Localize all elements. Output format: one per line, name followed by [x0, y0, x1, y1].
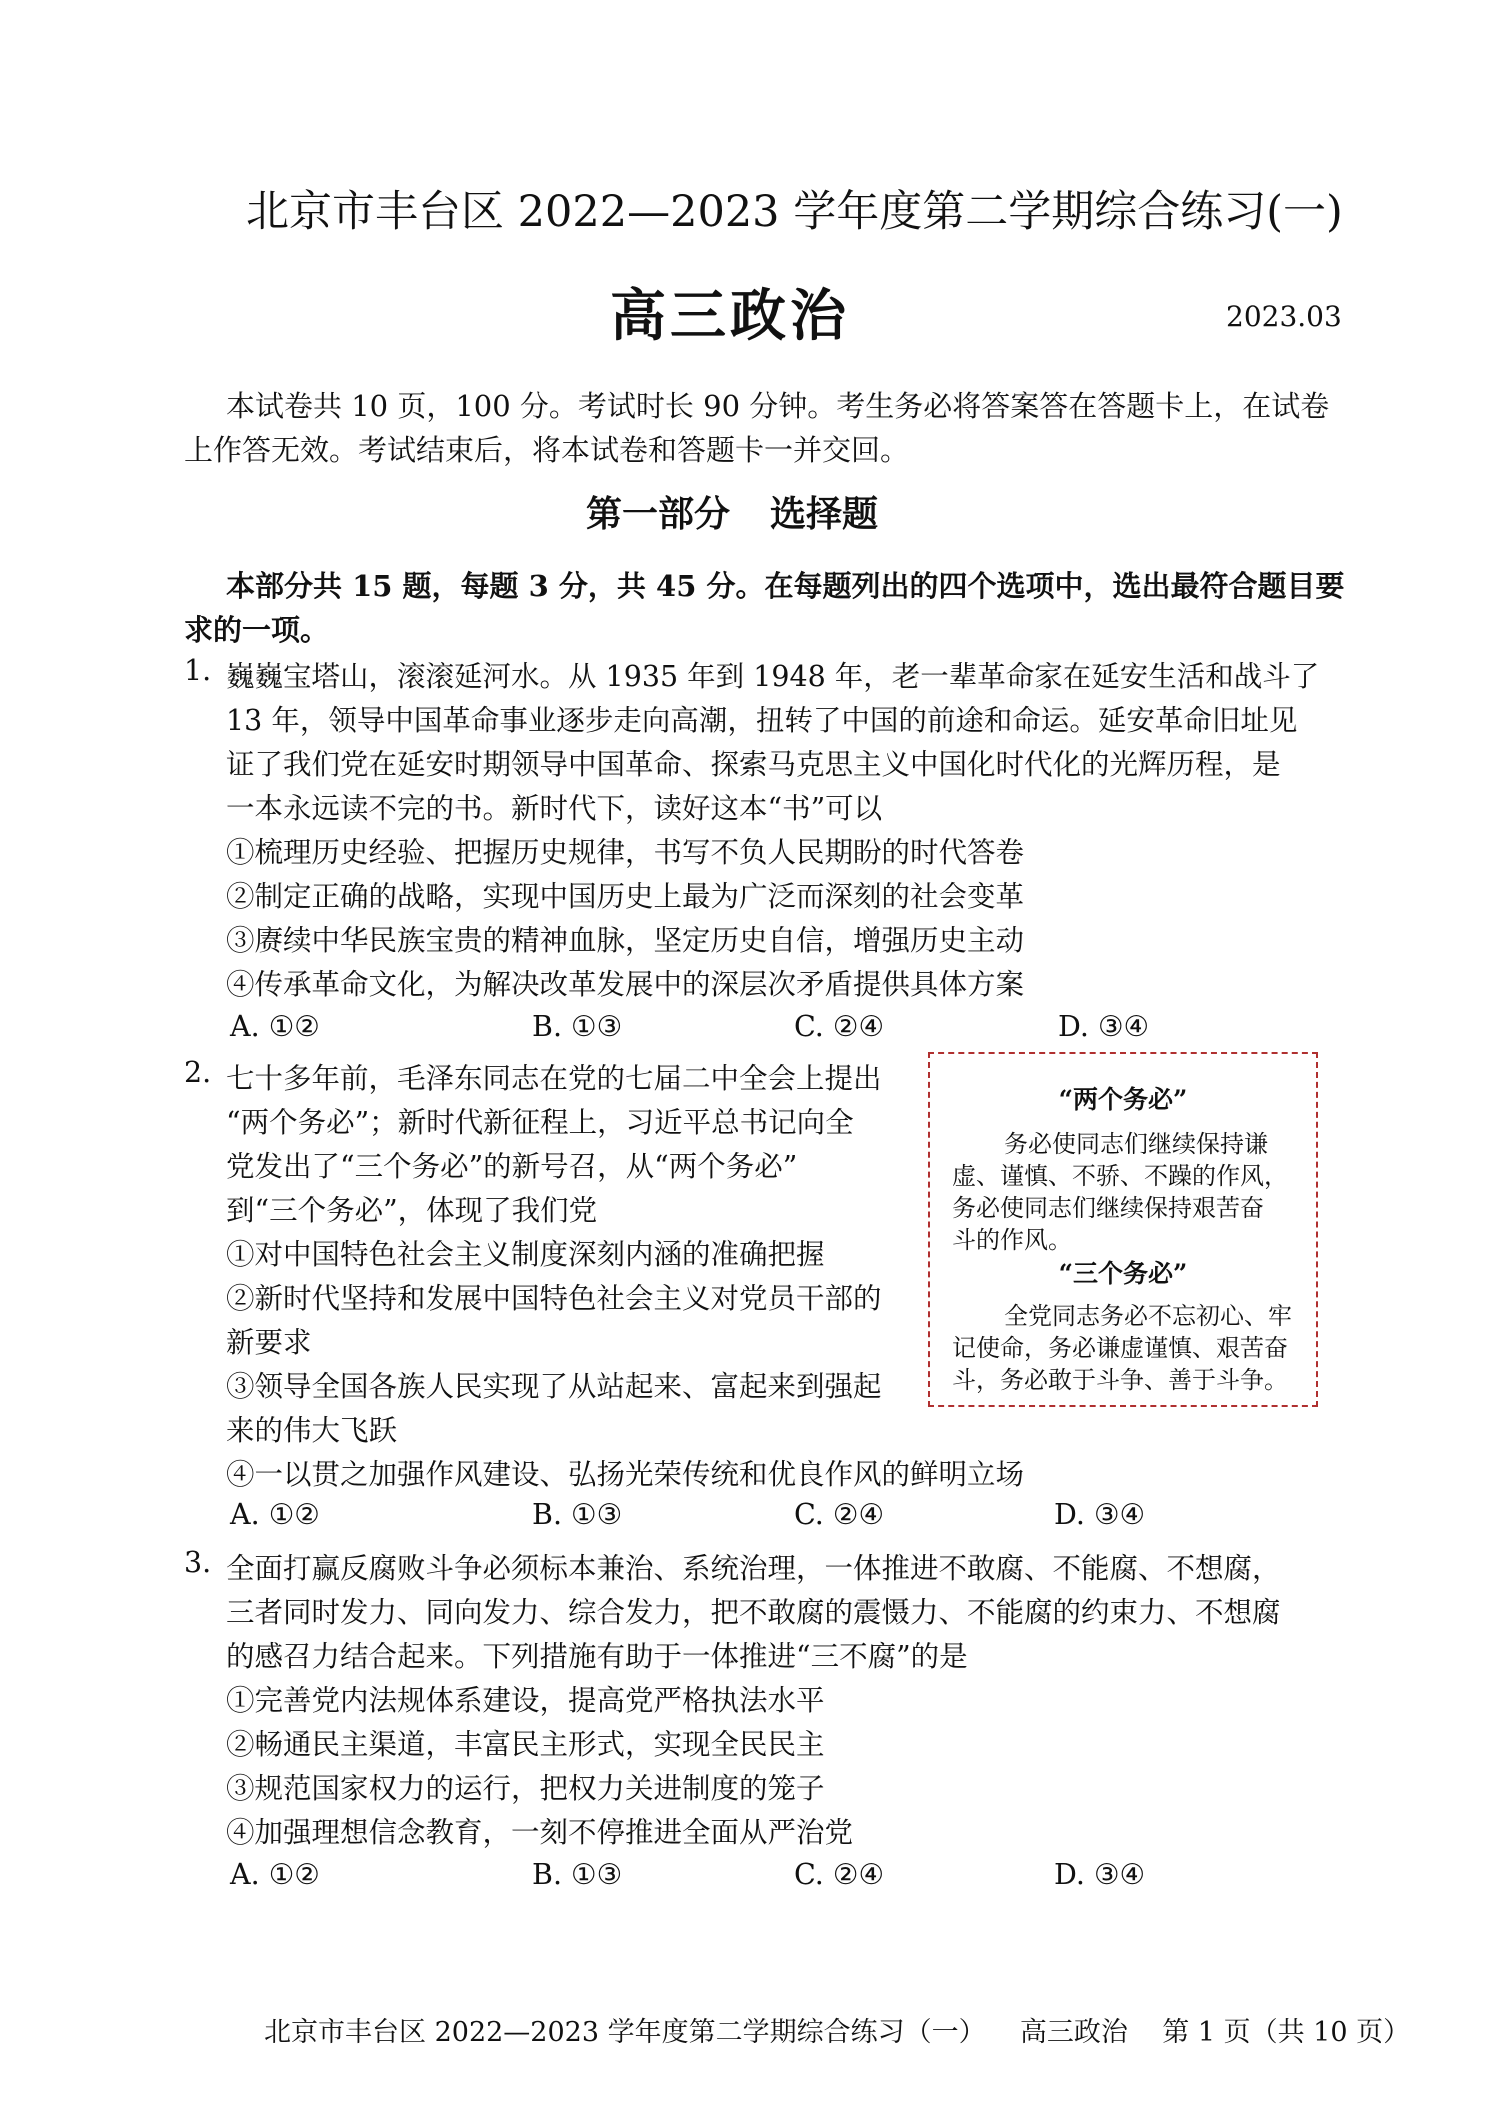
question-stem-line: 到“三个务必”，体现了我们党 — [226, 1194, 598, 1227]
exam-header-title: 北京市丰台区 2022—2023 学年度第二学期综合练习(一) — [246, 187, 1343, 237]
option-d[interactable]: D. ③④ — [1058, 1010, 1150, 1043]
note-text-line: 全党同志务必不忘初心、牢 — [1004, 1302, 1292, 1330]
page-footer: 北京市丰台区 2022—2023 学年度第二学期综合练习（一） 高三政治 第 1 页（共 10 页） — [264, 2017, 1411, 2048]
option-d[interactable]: D. ③④ — [1054, 1498, 1146, 1531]
question-stem-line: 13 年，领导中国革命事业逐步走向高潮，扭转了中国的前途和命运。延安革命旧址见 — [226, 704, 1298, 737]
note-text-line: 务必使同志们继续保持艰苦奋 — [952, 1194, 1264, 1222]
question-number: 2. — [184, 1056, 212, 1089]
note-text-line: 务必使同志们继续保持谦 — [1004, 1130, 1268, 1158]
statement-item: ①完善党内法规体系建设，提高党严格执法水平 — [226, 1684, 825, 1717]
question-number: 1. — [184, 654, 212, 687]
statement-item: ④一以贯之加强作风建设、弘扬光荣传统和优良作风的鲜明立场 — [226, 1458, 1025, 1491]
instructions-line-1: 本试卷共 10 页，100 分。考试时长 90 分钟。考生务必将答案答在答题卡上，在试卷 — [226, 389, 1330, 423]
part-description-line-1: 本部分共 15 题，每题 3 分，共 45 分。在每题列出的四个选项中，选出最符合题目要 — [226, 569, 1345, 603]
part-description-line-2: 求的一项。 — [184, 613, 330, 647]
statement-item: ③赓续中华民族宝贵的精神血脉，坚定历史自信，增强历史主动 — [226, 924, 1025, 957]
part-title-number: 第一部分 — [586, 493, 731, 535]
question-stem-line: “两个务必”；新时代新征程上，习近平总书记向全 — [226, 1106, 854, 1139]
question-stem-line: 的感召力结合起来。下列措施有助于一体推进“三不腐”的是 — [226, 1640, 968, 1673]
quote-note-box — [928, 1052, 1318, 1407]
option-d[interactable]: D. ③④ — [1054, 1858, 1146, 1891]
statement-item: ②制定正确的战略，实现中国历史上最为广泛而深刻的社会变革 — [226, 880, 1025, 913]
option-b[interactable]: B. ①③ — [532, 1010, 623, 1043]
statement-item: ④加强理想信念教育，一刻不停推进全面从严治党 — [226, 1816, 854, 1849]
option-b[interactable]: B. ①③ — [532, 1858, 623, 1891]
option-b[interactable]: B. ①③ — [532, 1498, 623, 1531]
note-text-line: 斗，务必敢于斗争、善于斗争。 — [952, 1366, 1288, 1394]
note-text-line: 斗的作风。 — [952, 1226, 1072, 1254]
option-a[interactable]: A. ①② — [230, 1858, 320, 1891]
part-title — [586, 486, 878, 537]
statement-item: ③规范国家权力的运行，把权力关进制度的笼子 — [226, 1772, 825, 1805]
question-stem-line: 证了我们党在延安时期领导中国革命、探索马克思主义中国化时代化的光辉历程，是 — [226, 748, 1281, 781]
option-c[interactable]: C. ②④ — [794, 1858, 885, 1891]
question-stem-line: 一本永远读不完的书。新时代下，读好这本“书”可以 — [226, 792, 883, 825]
statement-item: ②新时代坚持和发展中国特色社会主义对党员干部的 — [226, 1282, 882, 1315]
part-title-type: 选择题 — [770, 493, 879, 535]
question-number: 3. — [184, 1546, 212, 1579]
question-stem-line: 三者同时发力、同向发力、综合发力，把不敢腐的震慑力、不能腐的约束力、不想腐 — [226, 1596, 1281, 1629]
note-text-line: 虚、谨慎、不骄、不躁的作风， — [952, 1162, 1288, 1190]
statement-item: ②畅通民主渠道，丰富民主形式，实现全民民主 — [226, 1728, 825, 1761]
exam-date: 2023.03 — [1226, 300, 1342, 333]
subject-title: 高三政治 — [610, 283, 850, 349]
statement-item: ④传承革命文化，为解决改革发展中的深层次矛盾提供具体方案 — [226, 968, 1025, 1001]
option-a[interactable]: A. ①② — [230, 1010, 320, 1043]
note-text-line: 记使命，务必谦虚谨慎、艰苦奋 — [952, 1334, 1288, 1362]
statement-item: ①梳理历史经验、把握历史规律，书写不负人民期盼的时代答卷 — [226, 836, 1025, 869]
statement-item-continued: 新要求 — [226, 1326, 312, 1359]
instructions-line-2: 上作答无效。考试结束后，将本试卷和答题卡一并交回。 — [184, 433, 910, 467]
statement-item-continued: 来的伟大飞跃 — [226, 1414, 398, 1447]
question-stem-line: 七十多年前，毛泽东同志在党的七届二中全会上提出 — [226, 1062, 882, 1095]
question-stem-line: 全面打赢反腐败斗争必须标本兼治、系统治理，一体推进不敢腐、不能腐、不想腐， — [226, 1552, 1281, 1585]
question-stem-line: 巍巍宝塔山，滚滚延河水。从 1935 年到 1948 年，老一辈革命家在延安生活和战斗了 — [226, 660, 1320, 693]
statement-item: ①对中国特色社会主义制度深刻内涵的准确把握 — [226, 1238, 825, 1271]
statement-item: ③领导全国各族人民实现了从站起来、富起来到强起 — [226, 1370, 882, 1403]
option-a[interactable]: A. ①② — [230, 1498, 320, 1531]
option-c[interactable]: C. ②④ — [794, 1010, 885, 1043]
note-title-two-musts: “两个务必” — [1058, 1085, 1188, 1114]
option-c[interactable]: C. ②④ — [794, 1498, 885, 1531]
question-stem-line: 党发出了“三个务必”的新号召，从“两个务必” — [226, 1150, 798, 1183]
note-title-three-musts: “三个务必” — [1058, 1259, 1188, 1288]
